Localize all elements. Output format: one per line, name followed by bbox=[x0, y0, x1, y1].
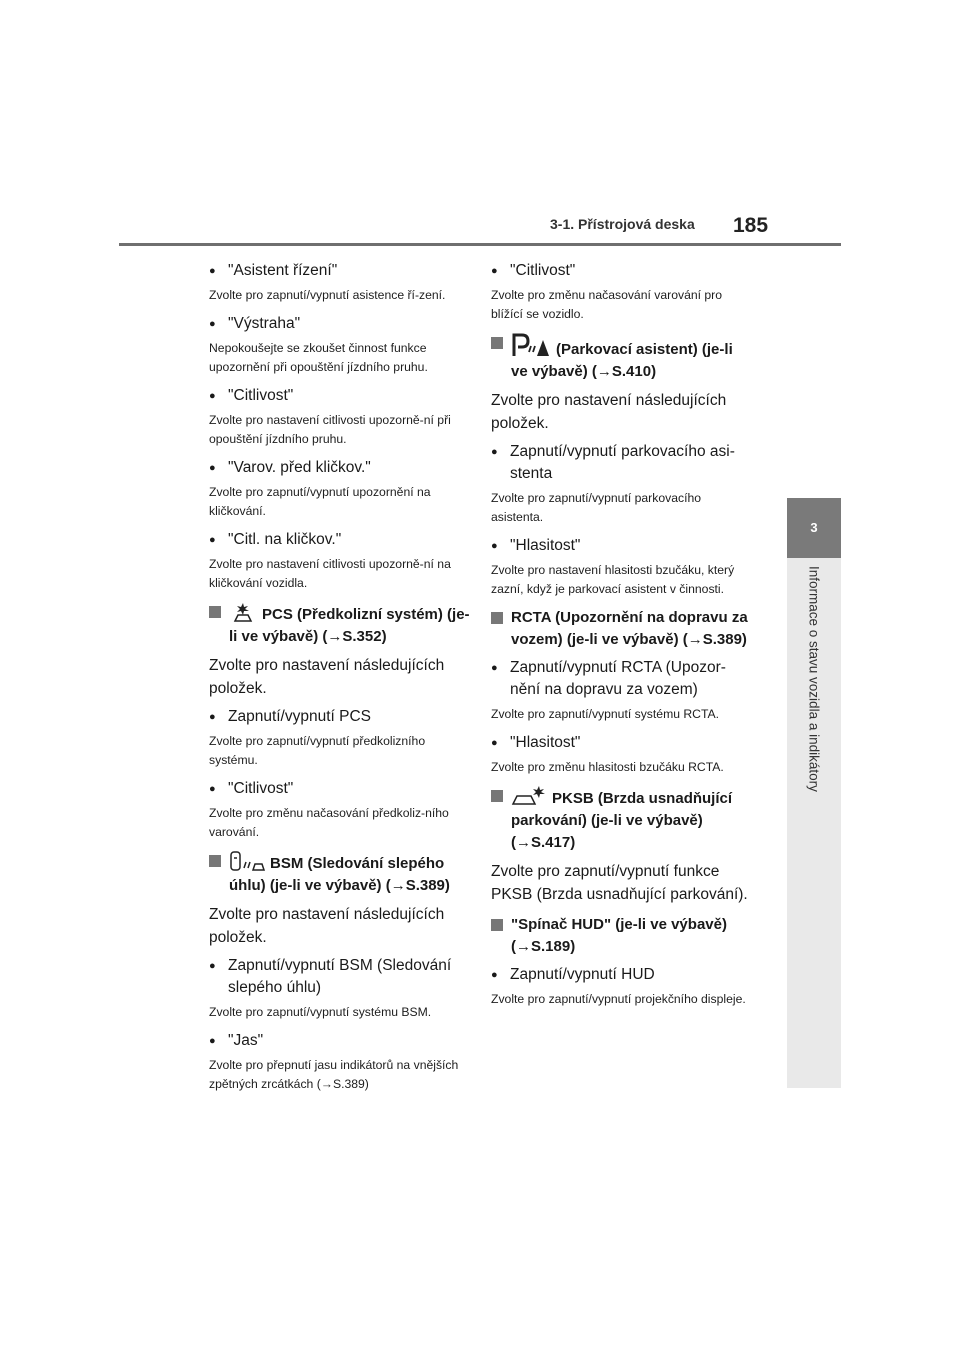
side-tab-label-wrap bbox=[787, 566, 841, 831]
section-heading-pksb bbox=[491, 785, 753, 854]
list-item: ● "Citlivost" bbox=[491, 260, 753, 282]
section-heading-text: PKSB (Brzda usnadňující parkování) (je-li ve výbavě) (→S.417) bbox=[511, 790, 733, 851]
description: Zvolte pro zapnutí/vypnutí projekčního displeje. bbox=[491, 992, 746, 1006]
list-item: ● "Výstraha" bbox=[209, 313, 471, 335]
header-divider bbox=[119, 243, 841, 246]
description: Zvolte pro zapnutí/vypnutí systému RCTA. bbox=[491, 707, 720, 721]
page-number: 185 bbox=[733, 214, 769, 237]
section-intro: Zvolte pro nastavení následujících položek. bbox=[209, 657, 445, 697]
description: Zvolte pro zapnutí/vypnutí upozornění na kličkování. bbox=[209, 485, 431, 518]
description: Zvolte pro nastavení citlivosti upozorně-ní při opouštění jízdního pruhu. bbox=[209, 413, 451, 446]
list-item: ● "Hlasitost" bbox=[491, 732, 753, 754]
description: Zvolte pro přepnutí jasu indikátorů na vnějších zpětných zrcátkách (→S.389) bbox=[209, 1058, 459, 1091]
page-header bbox=[0, 0, 960, 260]
section-intro: Zvolte pro nastavení následujících položek. bbox=[209, 906, 445, 946]
list-item: ● "Citlivost" bbox=[209, 778, 471, 800]
section-heading-text: BSM (Sledování slepého úhlu) (je-li ve výbavě) (→S.389) bbox=[229, 855, 450, 894]
section-heading-text: (Parkovací asistent) (je-li ve výbavě) (→S.410) bbox=[511, 341, 733, 380]
pcs-car-icon bbox=[229, 601, 257, 623]
parking-assist-icon bbox=[511, 332, 551, 358]
section-square-icon bbox=[209, 855, 221, 867]
description: Zvolte pro změnu načasování předkoliz-ního varování. bbox=[209, 806, 449, 839]
list-item: ● "Jas" bbox=[209, 1030, 471, 1052]
section-square-icon bbox=[491, 612, 503, 624]
list-item: ● Zapnutí/vypnutí PCS bbox=[209, 706, 471, 728]
section-square-icon bbox=[209, 606, 221, 618]
chapter-title: 3-1. Přístrojová deska bbox=[550, 216, 695, 232]
bsm-mirror-icon bbox=[229, 850, 265, 872]
description: Zvolte pro změnu hlasitosti bzučáku RCTA. bbox=[491, 760, 724, 774]
description: Nepokoušejte se zkoušet činnost funkce upozornění při opouštění jízdního pruhu. bbox=[209, 341, 428, 374]
list-item: ● Zapnutí/vypnutí RCTA (Upozor-nění na dopravu za vozem) bbox=[491, 657, 753, 701]
left-column bbox=[209, 254, 471, 1102]
side-tab bbox=[787, 498, 841, 558]
description: Zvolte pro zapnutí/vypnutí systému BSM. bbox=[209, 1005, 432, 1019]
section-intro: Zvolte pro zapnutí/vypnutí funkce PKSB (Brzda usnadňující parkování). bbox=[491, 863, 748, 903]
description: Zvolte pro zapnutí/vypnutí asistence ří-zení. bbox=[209, 288, 446, 302]
list-item: ● "Citlivost" bbox=[209, 385, 471, 407]
pksb-car-icon bbox=[511, 785, 547, 807]
list-item: ● Zapnutí/vypnutí BSM (Sledování slepého úhlu) bbox=[209, 955, 471, 999]
list-item: ● "Citl. na kličkov." bbox=[209, 529, 471, 551]
section-heading-rcta bbox=[491, 607, 753, 651]
section-heading-hud bbox=[491, 914, 753, 958]
section-square-icon bbox=[491, 337, 503, 349]
list-item: ● "Varov. před kličkov." bbox=[209, 457, 471, 479]
description: Zvolte pro zapnutí/vypnutí předkolizního systému. bbox=[209, 734, 426, 767]
right-column bbox=[491, 254, 753, 1017]
side-tab-number: 3 bbox=[810, 520, 818, 535]
section-heading-text: "Spínač HUD" (je-li ve výbavě) (→S.189) bbox=[511, 916, 727, 955]
list-item: ● Zapnutí/vypnutí parkovacího asi-stenta bbox=[491, 441, 753, 485]
side-tab-label: Informace o stavu vozidla a indikátory bbox=[806, 566, 822, 792]
description: Zvolte pro změnu načasování varování pro blížící se vozidlo. bbox=[491, 288, 723, 321]
list-item: ● "Hlasitost" bbox=[491, 535, 753, 557]
section-intro: Zvolte pro nastavení následujících položek. bbox=[491, 392, 727, 432]
description: Zvolte pro nastavení citlivosti upozorně-ní na kličkování vozidla. bbox=[209, 557, 451, 590]
section-heading-parking-assist bbox=[491, 332, 753, 383]
section-square-icon bbox=[491, 790, 503, 802]
section-heading-text: PCS (Předkolizní systém) (je-li ve výbavě) (→S.352) bbox=[229, 606, 470, 645]
section-heading-bsm bbox=[209, 850, 471, 897]
section-heading-text: RCTA (Upozornění na dopravu za vozem) (je-li ve výbavě) (→S.389) bbox=[511, 609, 748, 648]
description: Zvolte pro nastavení hlasitosti bzučáku, který zazní, když je parkovací asistent v činnosti. bbox=[491, 563, 735, 596]
section-heading-pcs bbox=[209, 601, 471, 648]
section-square-icon bbox=[491, 919, 503, 931]
description: Zvolte pro zapnutí/vypnutí parkovacího asistenta. bbox=[491, 491, 702, 524]
list-item: ● "Asistent řízení" bbox=[209, 260, 471, 282]
list-item: ● Zapnutí/vypnutí HUD bbox=[491, 964, 753, 986]
